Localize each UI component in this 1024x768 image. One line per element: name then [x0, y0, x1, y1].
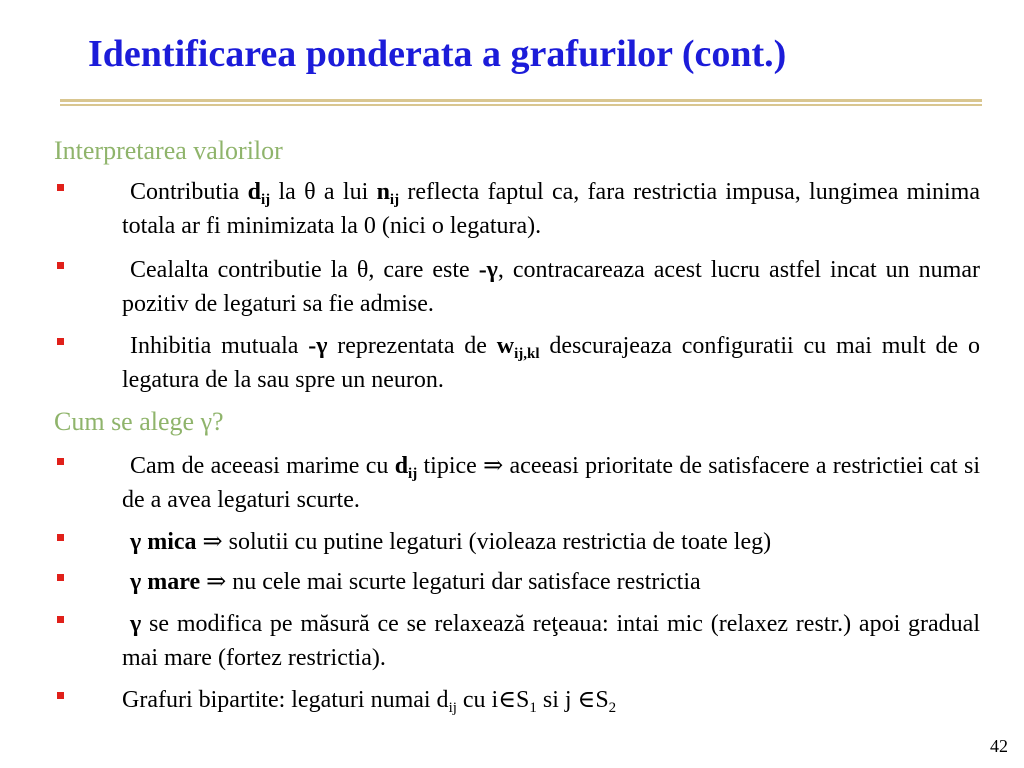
- page-number: 42: [990, 736, 1008, 756]
- list-item: [54, 329, 980, 397]
- slide-title: Identificarea ponderata a grafurilor (cont.): [88, 33, 787, 75]
- element-of-icon: ∈: [577, 687, 596, 713]
- element-of-icon: ∈: [498, 687, 516, 713]
- section-heading-interpretation: Interpretarea valorilor: [54, 136, 283, 165]
- item-text: γ mare ⇒ nu cele mai scurte legaturi dar satisface restrictia: [130, 569, 701, 595]
- list-item: [54, 253, 980, 321]
- list-item: [54, 683, 980, 717]
- list-item: [54, 607, 980, 675]
- item-text: γ mica ⇒ solutii cu putine legaturi (violeaza restrictia de toate leg): [130, 529, 772, 555]
- list-item: [54, 175, 980, 243]
- implies-icon: ⇒: [483, 453, 504, 479]
- item-text: Contributia $d_{ij}$ la θ a lui $n_{ij}$ reflecta faptul ca, fara restrictia impusa, lungimea minima totala ar fi minimizata la 0 (nici o legatura).: [122, 179, 981, 239]
- item-text: Grafuri bipartite: legaturi numai $d_{ij}$ cu $i\in S_1$ si j $\in S_2$: [122, 687, 617, 716]
- square-bullet-icon: [54, 253, 64, 263]
- implies-icon: ⇒: [202, 529, 223, 555]
- list-item: [54, 449, 980, 517]
- list-item: [54, 525, 980, 559]
- section-heading-gamma: Cum se alege γ?: [54, 407, 224, 436]
- square-bullet-icon: [54, 329, 64, 339]
- square-bullet-icon: [54, 449, 64, 459]
- implies-icon: ⇒: [206, 569, 227, 595]
- square-bullet-icon: [54, 565, 64, 575]
- list-item: [54, 565, 980, 599]
- square-bullet-icon: [54, 607, 64, 617]
- square-bullet-icon: [54, 175, 64, 185]
- item-text: Cealalta contributie la θ, care este -γ, contracareaza acest lucru astfel incat un numar pozitiv de legaturi sa fie admise.: [122, 257, 980, 317]
- title-divider-top: [60, 99, 982, 102]
- square-bullet-icon: [54, 683, 64, 693]
- item-text: Inhibitia mutuala -γ reprezentata de $w_{ij,kl}$ descurajeaza configuratii cu mai mult de o legatura de la sau spre un neuron.: [122, 333, 981, 393]
- title-divider-bottom: [60, 104, 982, 106]
- item-text: γ se modifica pe măsură ce se relaxează reţeaua: intai mic (relaxez restr.) apoi gradual mai mare (fortez restrictia).: [122, 611, 980, 671]
- square-bullet-icon: [54, 525, 64, 535]
- item-text: Cam de aceeasi marime cu $d_{ij}$ tipice ⇒ aceeasi prioritate de satisfacere a restrictiei cat si de a avea legaturi scurte.: [122, 453, 980, 513]
